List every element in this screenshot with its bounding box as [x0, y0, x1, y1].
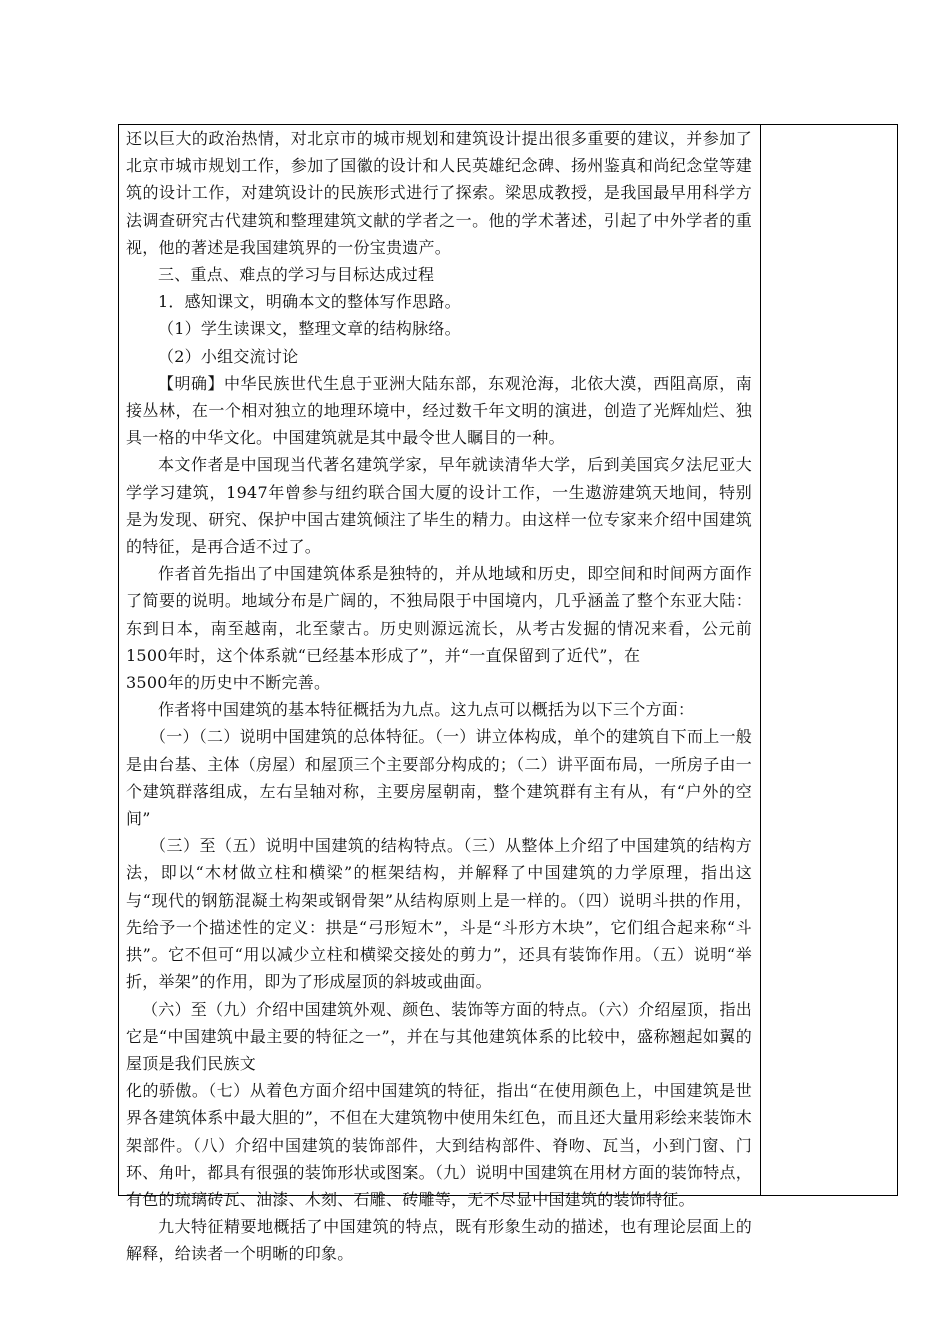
paragraph-features-1-2: （一）（二）说明中国建筑的总体特征。（一）讲立体构成，单个的建筑自下而上一般是由台基、主体（房屋）和屋顶三个主要部分构成的；（二）讲平面布局，一所房子由一个建筑群落组成，左右呈轴对称，主要房屋朝南，整个建筑群有主有从，有“户外的空间” [126, 727, 752, 829]
paragraph-system-unique: 作者首先指出了中国建筑体系是独特的，并从地域和历史，即空间和时间两方面作了简要的说明。地域分布是广阔的，不独局限于中国境内，几乎涵盖了整个东亚大陆：东到日本，南至越南，北至蒙古。历史则源远流长，从考古发掘的情况来看，公元前1500年时，这个体系就“已经基本形成了”，并“一直保留到了近代”，在 [126, 564, 752, 665]
substep-read-text: （1）学生读课文，整理文章的结构脉络。 [158, 319, 461, 339]
paragraph-system-continued: 3500年的历史中不断完善。 [126, 673, 331, 693]
paragraph-nine-features: 作者将中国建筑的基本特征概括为九点。这九点可以概括为以下三个方面： [158, 700, 695, 720]
notes-column-cell [761, 125, 897, 1195]
paragraph-author-intro: 本文作者是中国现当代著名建筑学家，早年就读清华大学，后到美国宾夕法尼亚大学学习建筑，1947年曾参与纽约联合国大厦的设计工作，一生遨游建筑天地间，特别是为发现、研究、保护中国古建筑倾注了毕生的精力。由这样一位专家来介绍中国建筑的特征，是再合适不过了。 [126, 455, 752, 557]
step-heading-perceive-text: 1．感知课文，明确本文的整体写作思路。 [158, 292, 461, 312]
paragraph-liang-biography: 还以巨大的政治热情，对北京市的城市规划和建筑设计提出很多重要的建议，并参加了北京市城市规划工作，参加了国徽的设计和人民英雄纪念碑、扬州鉴真和尚纪念堂等建筑的设计工作，对建筑设计的民族形式进行了探索。梁思成教授，是我国最早用科学方法调查研究古代建筑和整理建筑文献的学者之一。他的学术著述，引起了中外学者的重视，他的著述是我国建筑界的一份宝贵遗产。 [126, 129, 752, 257]
lesson-content-cell [119, 125, 760, 1264]
section-heading-key-points: 三、重点、难点的学习与目标达成过程 [158, 265, 435, 285]
lesson-plan-table [118, 124, 898, 1264]
paragraph-features-7-9: 化的骄傲。（七）从着色方面介绍中国建筑的特征，指出“在使用颜色上，中国建筑是世界各建筑体系中最大胆的”，不但在大建筑物中使用朱红色，而且还大量用彩绘来装饰木架部件。（八）介绍中国建筑的装饰部件，大到结构部件、脊吻、瓦当，小到门窗、门环、角叶，都具有很强的装饰形状或图案。（九）说明中国建筑在用材方面的装饰特点，有色的琉璃砖瓦、油漆、木刻、石雕、砖雕等，无不尽显中国建筑的装饰特征。 [126, 1081, 752, 1209]
paragraph-summary: 九大特征精要地概括了中国建筑的特点，既有形象生动的描述，也有理论层面上的解释，给读者一个明晰的印象。 [126, 1217, 752, 1264]
paragraph-features-6-9: （六）至（九）介绍中国建筑外观、颜色、装饰等方面的特点。（六）介绍屋顶，指出它是“中国建筑中最主要的特征之一”，并在与其他建筑体系的比较中，盛称翘起如翼的屋顶是我们民族文 [126, 999, 752, 1073]
substep-group-discussion: （2）小组交流讨论 [158, 346, 299, 366]
paragraph-features-3-5: （三）至（五）说明中国建筑的结构特点。（三）从整体上介绍了中国建筑的结构方法，即以“木材做立柱和横梁”的框架结构，并解释了中国建筑的力学原理，指出这与“现代的钢筋混凝土构架或钢骨架”从结构原则上是一样的。（四）说明斗拱的作用，先给予一个描述性的定义：拱是“弓形短木”，斗是“斗形方木块”，它们组合起来称“斗拱”。它不但可“用以减少立柱和横梁交接处的剪力”，还具有装饰作用。（五）说明“举折，举架”的作用，即为了形成屋顶的斜坡或曲面。 [126, 836, 752, 992]
paragraph-clarification: 【明确】中华民族世代生息于亚洲大陆东部，东观沧海，北依大漠，西阻高原，南接丛林，在一个相对独立的地理环境中，经过数千年文明的演进，创造了光辉灿烂、独具一格的中华文化。中国建筑就是其中最令世人瞩目的一种。 [126, 373, 752, 448]
